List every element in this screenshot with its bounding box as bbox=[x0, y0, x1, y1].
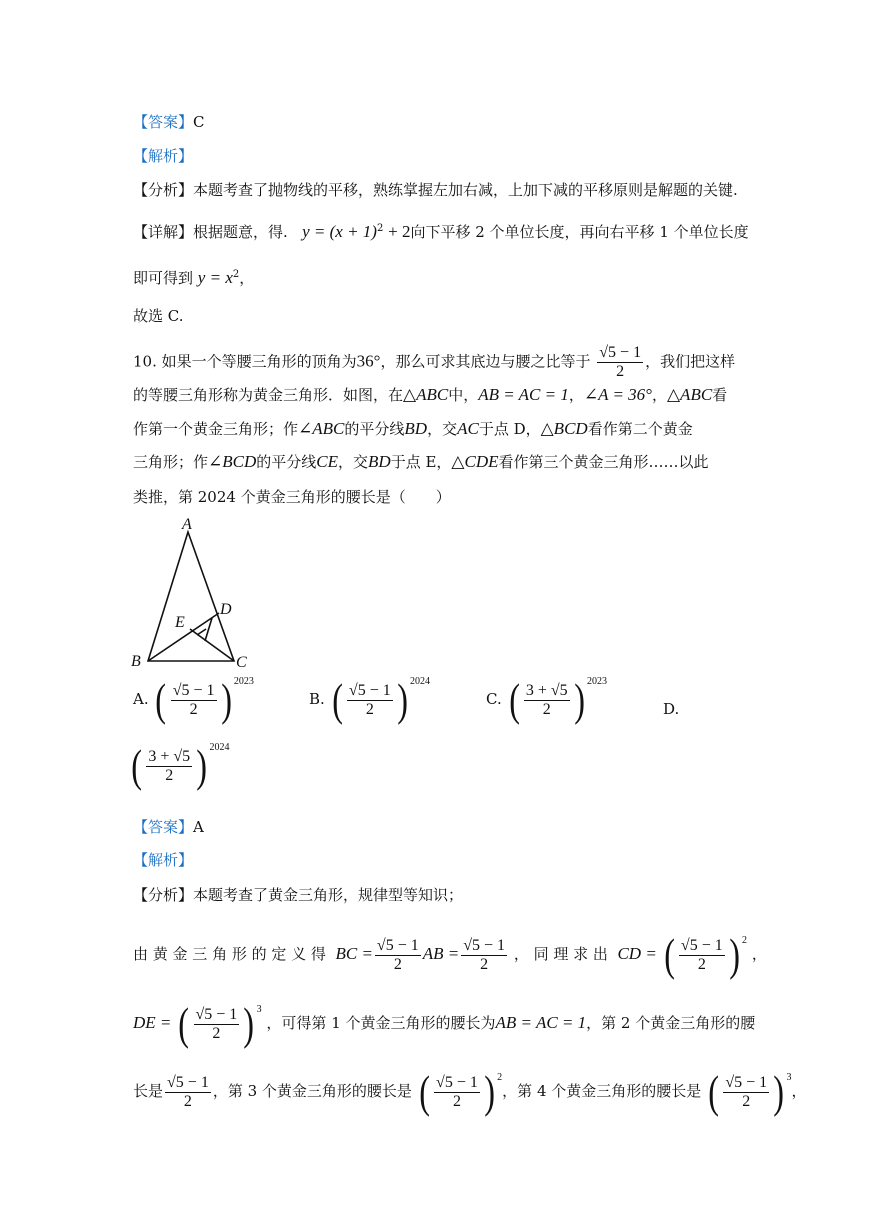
fraction-denominator: 2 bbox=[165, 766, 174, 784]
stem-text: 于点 E， bbox=[390, 453, 452, 471]
option-c[interactable]: C. ( $\frac{3 + √5}{2}$ ) 2023 bbox=[486, 674, 607, 725]
label-e: E bbox=[175, 614, 185, 631]
exponent: 3 bbox=[256, 1004, 262, 1015]
analysis-tag: 【解析】 bbox=[133, 851, 194, 869]
stem-text: ， bbox=[568, 386, 584, 404]
solution-text: ，第 3 个黄金三角形的腰长是 bbox=[212, 1082, 412, 1100]
answer-value: A bbox=[193, 818, 204, 836]
solution-text: 由 黄 金 三 角 形 的 定 义 得 bbox=[133, 945, 326, 963]
fraction-denominator: 2 bbox=[189, 700, 198, 718]
q10-solution-line-2: DE = ( $\frac{√5 - 1}{2}$ ) 3 ，可得第 1 个黄金三角形的腰长为AB = AC = 1，第 2 个黄金三角形的腰 bbox=[133, 998, 756, 1049]
bisector-ce bbox=[190, 629, 234, 661]
analysis-tag: 【解析】 bbox=[133, 147, 194, 165]
choose-text: 故选 C. bbox=[133, 307, 184, 325]
fraction-denominator: 2 bbox=[616, 363, 625, 380]
label-a: A bbox=[182, 516, 192, 533]
angle-a: ∠A = 36° bbox=[583, 385, 652, 404]
equation-sides: AB = AC = 1 bbox=[495, 1013, 587, 1032]
question-number: 10. bbox=[133, 352, 157, 371]
triangle-abc: △ABC bbox=[403, 385, 449, 404]
equation-sides: AB = AC = 1 bbox=[478, 385, 569, 404]
option-a[interactable]: A. ( $\frac{√5 - 1}{2}$ ) 2023 bbox=[133, 674, 254, 725]
xiangjie-pre: 根据题意，得. bbox=[193, 223, 288, 241]
q10-answer-line bbox=[133, 817, 204, 837]
equation-tail: + 2 bbox=[388, 222, 411, 241]
stem-text: 中， bbox=[448, 386, 479, 404]
q9-answer-line bbox=[133, 112, 205, 132]
option-label: C. bbox=[486, 690, 502, 708]
fraction-denominator: 2 bbox=[183, 1092, 192, 1110]
stem-text: ，交 bbox=[427, 420, 458, 438]
xiangjie-post: 向下平移 2 个单位长度，再向右平移 1 个单位长度 bbox=[410, 223, 749, 241]
equation-cd: CD = bbox=[617, 944, 657, 963]
q10-line-3 bbox=[133, 419, 693, 439]
angle-abc: ∠ABC bbox=[298, 419, 345, 438]
fraction-numerator: √5 − 1 bbox=[195, 1005, 238, 1023]
triangle-abc-shape bbox=[148, 532, 234, 661]
label-b: B bbox=[131, 653, 141, 670]
q10-line-1 bbox=[133, 344, 735, 381]
fraction-denominator: 2 bbox=[393, 955, 402, 973]
q9-result-line bbox=[133, 265, 254, 288]
solution-text: ， bbox=[791, 1082, 807, 1100]
fenxi-tag: 【分析】 bbox=[133, 181, 194, 199]
solution-text: ， bbox=[751, 945, 767, 963]
stem-text: 的平分线 bbox=[256, 453, 317, 471]
exponent: 2 bbox=[742, 935, 748, 946]
option-exponent: 2023 bbox=[586, 676, 607, 687]
angle-bcd: ∠BCD bbox=[208, 452, 257, 471]
equation-result-exponent: 2 bbox=[232, 269, 240, 280]
stem-text: 的等腰三角形称为黄金三角形．如图，在 bbox=[133, 386, 404, 404]
stem-text: 于点 D， bbox=[478, 420, 541, 438]
q10-fenxi-line bbox=[133, 885, 463, 905]
fraction-denominator: 2 bbox=[365, 700, 374, 718]
option-exponent: 2024 bbox=[209, 742, 230, 753]
answer-tag: 【答案】 bbox=[133, 113, 194, 131]
fraction-numerator: √5 − 1 bbox=[376, 936, 419, 954]
q9-fenxi-line bbox=[133, 180, 738, 200]
fraction-numerator: 3 + √5 bbox=[525, 681, 568, 699]
fraction-numerator: 3 + √5 bbox=[148, 747, 191, 765]
fraction-numerator: √5 − 1 bbox=[436, 1073, 478, 1091]
equation-exponent: 2 bbox=[376, 223, 384, 234]
result-pre: 即可得到 bbox=[133, 269, 194, 287]
stem-text: 作第一个黄金三角形；作 bbox=[133, 420, 299, 438]
q10-line-4 bbox=[133, 452, 709, 472]
segment-bd: BD bbox=[368, 452, 391, 471]
solution-text: ， 同 理 求 出 bbox=[513, 945, 608, 963]
stem-text: 的平分线 bbox=[344, 420, 405, 438]
stem-text: ，交 bbox=[338, 453, 369, 471]
fraction-numerator: √5 − 1 bbox=[172, 681, 215, 699]
stem-text: 三角形；作 bbox=[133, 453, 209, 471]
q10-solution-line-3: 长是 $\frac{√5 - 1}{2}$ ，第 3 个黄金三角形的腰长是 ( $\frac{√5 - 1}{2}$ ) 2 ，第 4 个黄金三角形的腰长是 ( $\frac{√5 - 1}{2}$ ) 3 ， bbox=[133, 1066, 807, 1117]
fraction-denominator: 2 bbox=[480, 955, 489, 973]
angle-value: 36° bbox=[356, 351, 381, 371]
q9-choose-line bbox=[133, 306, 183, 326]
segment-bd: BD bbox=[404, 419, 428, 438]
fenxi-tag: 【分析】 bbox=[133, 886, 194, 904]
exponent: 2 bbox=[497, 1072, 503, 1083]
q10-solution-line-1: 由 黄 金 三 角 形 的 定 义 得 BC = $\frac{√5 - 1}{2}$ AB = $\frac{√5 - 1}{2}$ ， 同 理 求 出 CD = ( $\frac{√5 - 1}{2}$ ) 2 ， bbox=[133, 929, 767, 980]
stem-text: ，那么可求其底边与腰之比等于 bbox=[380, 352, 591, 371]
solution-text: ，可得第 1 个黄金三角形的腰长为 bbox=[266, 1014, 496, 1032]
result-post: ， bbox=[239, 269, 255, 287]
fraction-numerator: √5 − 1 bbox=[167, 1073, 209, 1091]
option-exponent: 2024 bbox=[410, 676, 431, 687]
golden-triangle-figure bbox=[126, 510, 266, 672]
exponent: 3 bbox=[786, 1072, 792, 1083]
label-d: D bbox=[220, 601, 232, 618]
option-b[interactable]: B. ( $\frac{√5 - 1}{2}$ ) 2024 bbox=[309, 674, 431, 725]
q10-line-5 bbox=[133, 487, 451, 507]
q10-analysis-heading bbox=[133, 850, 193, 870]
fraction-numerator: √5 − 1 bbox=[463, 936, 506, 954]
stem-text: 类推，第 2024 个黄金三角形的腰长是（ ） bbox=[133, 488, 451, 506]
stem-text: ，我们把这样 bbox=[645, 352, 736, 371]
equation-de: DE = bbox=[133, 1013, 172, 1032]
fraction-denominator: 2 bbox=[542, 700, 551, 718]
fenxi-text: 本题考查了抛物线的平移，熟练掌握左加右减，上加下减的平移原则是解题的关键. bbox=[193, 181, 738, 199]
stem-text: ， bbox=[651, 386, 667, 404]
triangle-cde: △CDE bbox=[451, 452, 499, 471]
fraction-numerator: √5 − 1 bbox=[725, 1073, 768, 1091]
answer-tag: 【答案】 bbox=[133, 818, 194, 836]
solution-text: ，第 4 个黄金三角形的腰长是 bbox=[502, 1082, 702, 1100]
answer-value: C bbox=[193, 113, 205, 131]
fraction-denominator: 2 bbox=[697, 955, 706, 973]
fraction-denominator: 2 bbox=[742, 1092, 751, 1110]
solution-text: 长是 bbox=[133, 1082, 164, 1100]
segment-ce: CE bbox=[316, 452, 339, 471]
segment-ac: AC bbox=[457, 419, 479, 438]
q10-line-2 bbox=[133, 385, 727, 405]
stem-text: 看作第二个黄金 bbox=[587, 420, 693, 438]
triangle-bcd: △BCD bbox=[540, 419, 588, 438]
triangle-abc: △ABC bbox=[666, 385, 713, 404]
option-d[interactable]: ( $\frac{3 + √5}{2}$ ) 2024 bbox=[131, 740, 230, 791]
golden-ratio-fraction bbox=[597, 344, 643, 381]
equation-parabola: y = (x + 1) bbox=[302, 222, 377, 241]
fraction-numerator: √5 − 1 bbox=[599, 344, 642, 361]
label-c: C bbox=[236, 654, 247, 671]
equation-result: y = x bbox=[197, 268, 233, 287]
xiangjie-tag: 【详解】 bbox=[133, 223, 194, 241]
solution-text: ，第 2 个黄金三角形的腰 bbox=[586, 1014, 756, 1032]
option-label: A. bbox=[133, 690, 149, 708]
option-exponent: 2023 bbox=[233, 676, 254, 687]
fraction-numerator: √5 − 1 bbox=[348, 681, 391, 699]
stem-text: 如果一个等腰三角形的顶角为 bbox=[161, 352, 357, 371]
option-d-label[interactable] bbox=[663, 700, 679, 718]
stem-text: 看 bbox=[712, 386, 728, 404]
fraction-denominator: 2 bbox=[212, 1024, 221, 1042]
q9-xiangjie-line bbox=[133, 219, 749, 242]
fraction-numerator: √5 − 1 bbox=[680, 936, 723, 954]
fenxi-text: 本题考查了黄金三角形，规律型等知识； bbox=[193, 886, 464, 904]
equation-bc: BC = bbox=[335, 944, 373, 963]
q9-analysis-heading bbox=[133, 146, 193, 166]
option-label: D. bbox=[663, 700, 680, 718]
equation-ab: AB = bbox=[422, 944, 460, 963]
stem-text: 看作第三个黄金三角形……以此 bbox=[498, 453, 709, 471]
option-label: B. bbox=[309, 690, 325, 708]
fraction-denominator: 2 bbox=[452, 1092, 461, 1110]
